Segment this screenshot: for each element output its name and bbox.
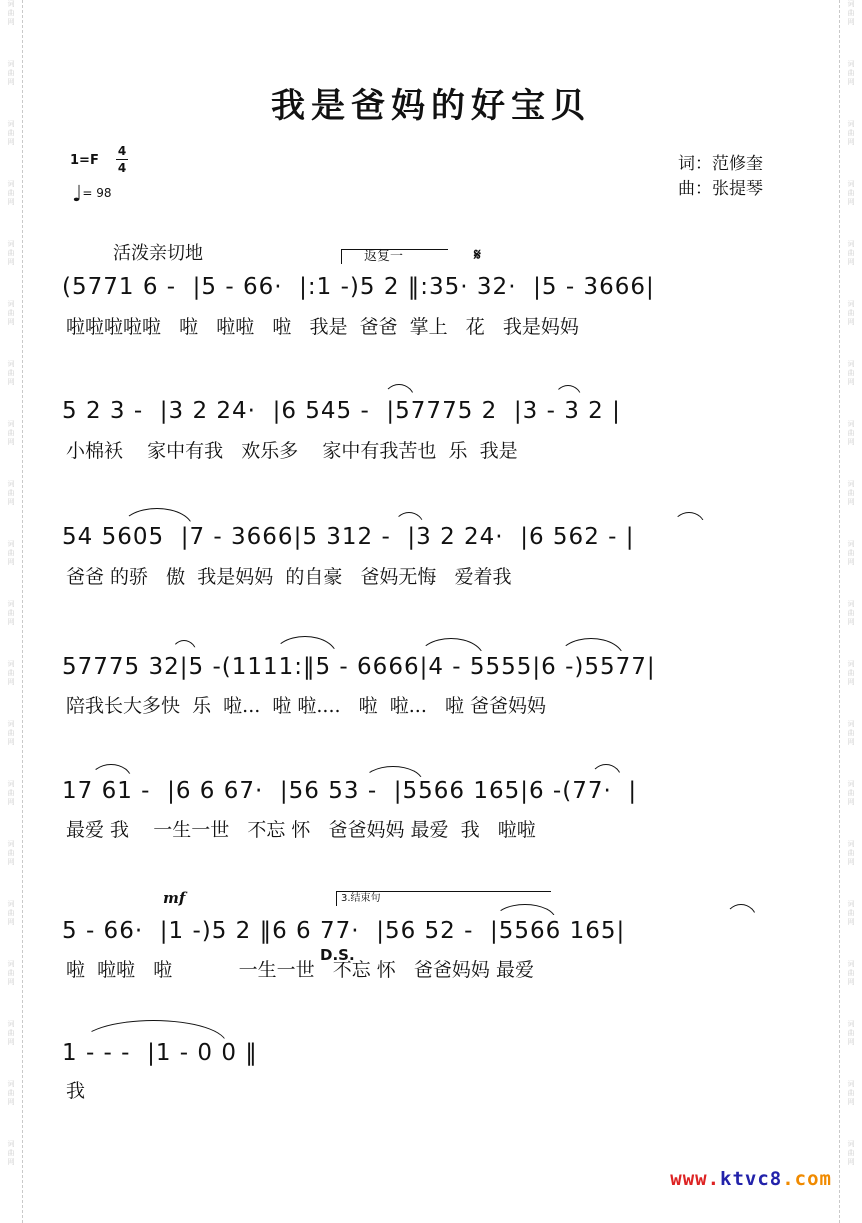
dal-segno-marking: D.S. [320, 946, 355, 964]
notation-row: (5771 6 - |5 - 66· |:1 -)5 2 ‖:35· 32· |5 - 3666| [62, 274, 655, 300]
slur-mark [363, 766, 423, 782]
notation-row: 1 - - - |1 - 0 0 ‖ [62, 1040, 258, 1066]
margin-watermark-text: 词 曲 网 [847, 660, 855, 686]
lyrics-row: 啦 啦啦 啦 一生一世 不忘 怀 爸爸妈妈 最爱 [66, 959, 534, 981]
notation-row: 17 61 - |6 6 67· |56 53 - |5566 165|6 -(77· | [62, 778, 638, 804]
margin-watermark-text: 词 曲 网 [7, 1080, 15, 1106]
margin-watermark-text: 词 曲 网 [7, 420, 15, 446]
slur-mark [558, 638, 624, 658]
credits [678, 152, 763, 202]
site-watermark-url: www.ktvc8.com [670, 1168, 832, 1190]
tempo-value: = 98 [82, 186, 112, 200]
margin-watermark-text: 词 曲 网 [847, 1020, 855, 1046]
volta-bracket-1: 返复一 [341, 249, 448, 264]
slur-mark [273, 636, 337, 656]
slur-mark [383, 384, 415, 400]
margin-watermark-text: 词 曲 网 [847, 900, 855, 926]
margin-watermark-text: 词 曲 网 [7, 960, 15, 986]
margin-watermark-text: 词 曲 网 [847, 720, 855, 746]
slur-mark [418, 638, 484, 658]
margin-watermark-text: 词 曲 网 [7, 240, 15, 266]
slur-mark [590, 764, 622, 780]
margin-watermark-text: 词 曲 网 [7, 720, 15, 746]
margin-watermark-text: 词 曲 网 [847, 240, 855, 266]
lyrics-row: 我 [66, 1080, 86, 1102]
song-title: 我是爸妈的好宝贝 [271, 86, 591, 126]
margin-watermark-text: 词 曲 网 [847, 300, 855, 326]
margin-watermark-text: 词 曲 网 [7, 900, 15, 926]
margin-watermark-text: 词 曲 网 [847, 120, 855, 146]
slur-mark [554, 385, 582, 399]
margin-watermark-text: 词 曲 网 [847, 600, 855, 626]
margin-watermark-text: 词 曲 网 [7, 60, 15, 86]
slur-mark [494, 904, 556, 920]
quarter-note-icon: ♩ [72, 182, 83, 207]
dynamic-marking: mf [163, 889, 186, 907]
lyrics-row: 爸爸 的骄 傲 我是妈妈 的自豪 爸妈无悔 爱着我 [66, 566, 512, 588]
key-signature: 1=F [70, 153, 99, 168]
margin-watermark-text: 词 曲 网 [7, 600, 15, 626]
margin-watermark-text: 词 曲 网 [847, 60, 855, 86]
margin-watermark-text: 词 曲 网 [847, 780, 855, 806]
time-signature [116, 144, 128, 175]
slur-mark [725, 904, 757, 920]
notation-row: 57775 32|5 -(1111:‖5 - 6666|4 - 5555|6 -)5577| [62, 654, 656, 680]
lyrics-row: 最爱 我 一生一世 不忘 怀 爸爸妈妈 最爱 我 啦啦 [66, 819, 536, 841]
composer-credit: 曲：张提琴 [678, 179, 763, 199]
margin-watermark-text: 词 曲 网 [847, 540, 855, 566]
margin-watermark-text: 词 曲 网 [7, 780, 15, 806]
margin-watermark-text: 词 曲 网 [847, 420, 855, 446]
margin-watermark-text: 词 曲 网 [7, 1140, 15, 1166]
lyricist-credit: 词：范修奎 [678, 154, 763, 174]
slur-mark [171, 640, 197, 654]
expression-marking: 活泼亲切地 [113, 243, 203, 264]
margin-watermark-text: 词 曲 网 [7, 660, 15, 686]
margin-watermark-text: 词 曲 网 [847, 480, 855, 506]
slur-mark [394, 512, 424, 526]
margin-watermark-text: 词 曲 网 [7, 300, 15, 326]
margin-watermark-text: 词 曲 网 [847, 840, 855, 866]
lyrics-row: 啦啦啦啦啦 啦 啦啦 啦 我是 爸爸 掌上 花 我是妈妈 [66, 316, 579, 338]
margin-watermark-text: 词 曲 网 [847, 1080, 855, 1106]
lyrics-row: 陪我长大多快 乐 啦... 啦 啦.... 啦 啦... 啦 爸爸妈妈 [66, 695, 547, 717]
segno-icon: 𝄋 [474, 245, 481, 264]
notation-row: 5 2 3 - |3 2 24· |6 545 - |57775 2 |3 - 3 2 | [62, 398, 621, 424]
notation-row: 54 5605 |7 - 3666|5 312 - |3 2 24· |6 562 - | [62, 524, 635, 550]
slur-mark [121, 508, 193, 528]
slur-mark [673, 512, 705, 526]
margin-watermark-text: 词 曲 网 [7, 480, 15, 506]
margin-watermark-text: 词 曲 网 [847, 180, 855, 206]
margin-watermark-text: 词 曲 网 [847, 1140, 855, 1166]
margin-watermark-text: 词 曲 网 [847, 960, 855, 986]
tempo-marking [72, 182, 112, 207]
lyrics-row: 小棉袄 家中有我 欢乐多 家中有我苦也 乐 我是 [66, 440, 518, 462]
margin-watermark-text: 词 曲 网 [847, 0, 855, 26]
meter-top: 4 [117, 144, 127, 158]
margin-watermark-text: 词 曲 网 [7, 120, 15, 146]
volta-bracket-3: 3.结束句 [336, 891, 551, 906]
margin-watermark-text: 词 曲 网 [7, 180, 15, 206]
margin-watermark-text: 词 曲 网 [847, 360, 855, 386]
margin-watermark-text: 词 曲 网 [7, 840, 15, 866]
margin-watermark-text: 词 曲 网 [7, 0, 15, 26]
notation-row: 5 - 66· |1 -)5 2 ‖6 6 77· |56 52 - |5566 165| [62, 918, 626, 944]
slur-mark [90, 764, 132, 780]
margin-watermark-text: 词 曲 网 [7, 1020, 15, 1046]
meter-bottom: 4 [117, 161, 127, 175]
margin-watermark-text: 词 曲 网 [7, 360, 15, 386]
margin-watermark-text: 词 曲 网 [7, 540, 15, 566]
tie-mark [80, 1020, 227, 1044]
